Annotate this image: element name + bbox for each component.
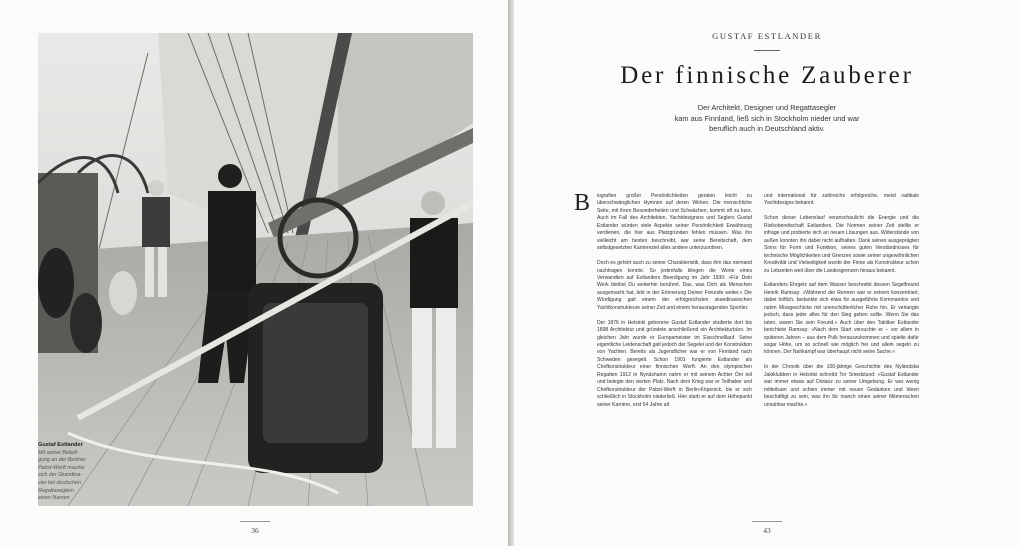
body-paragraph: Der 1876 in Helsinki geborene Gustaf Estlander studierte dort bis 1898 Architektur und gründete anschließend ein Architekturbüro. Im gleichen Jahr wurde er Europameister im Eisschnelllauf. Seine eigentliche Leidenschaft galt jedoch der Segelei und der Konstruktion von Yachten. Bereits als Jugendlicher war er von Finnland nach Schweden gesegelt. Schon 1901 fungierte Estlander als Chefkonstrukteur einer finnischen Werft. An den olympischen Regatten 1912 in Nynäshamn nahm er mit seinem Achter Örn teil und belegte den vierten Platz. Nach dem Krieg war er Teilhaber und Chefkonstrukteur der Pabst-Werft in Berlin-Köpenick, bis er sich schließlich in Stockholm niederließ. Hier starb er auf dem Höhepunkt seiner Karriere, erst 54 Jahre alt <box>597 319 752 408</box>
article-title: Der finnische Zauberer <box>620 62 914 89</box>
lead-line: Der Architekt, Designer und Regattasegler <box>697 103 837 112</box>
lead-line: beruflich auch in Deutschland aktiv. <box>709 124 825 134</box>
page-number-right: 43 <box>763 526 771 535</box>
drop-cap: B <box>574 190 591 216</box>
body-column-1 <box>597 193 752 417</box>
kicker-rule <box>754 50 780 51</box>
page-number-rule <box>752 521 782 522</box>
photo-caption <box>38 442 102 503</box>
body-paragraph: Doch es gehört auch zu seiner Charakteristik, dass ihm das niemand nachtragen konnte. So jedenfalls klingen die Worte eines Verwandten auf Estlanders Beerdigung im Jahr 1930: »Für Dein Werk bleibst Du weiterhin berühmt. Das, was Dich als Menschen ausgemacht hat, lebt in der Erinnerung Deiner Freunde weiter.« Die Würdigung galt einem der erfolgreichsten skandinavischen Yachtkonstrukteure seiner Zeit und einem herausragenden Sportler. <box>597 260 752 311</box>
body-paragraph: iografien großer Persönlichkeiten geraten leicht zu überschwänglichen Hymnen auf deren Wirken. Die menschliche Seite, mit ihren Besonderheiten und Schwächen, kommt oft zu kurz. Auch im Fall des Architekten, Yachtdesigners und Seglers Gustaf Estlander würden viele Aspekte seiner Persönlichkeit Erwähnung verdienen, die hier aus Platzgründen fehlen müssen. Was ihn vielleicht am besten beschreibt, war seine Bereitschaft, dem selbstgesetzten Karriereziel alles andere unterzuordnen. <box>597 193 752 252</box>
body-paragraph: In der Chronik über die 100-jährige Geschichte des Nyländska Jaktklubben in Helsinki schreibt Tor Smedslund: »Gustaf Estlander war immer etwas auf Distanz zu seiner Umgebung. Er war wenig mitteilsam und schien immer mit neuen Gedanken und Ideen beschäftigt zu sein, was ihn für manch einen seiner Mitmenschen unnahbar machte.« <box>764 364 919 408</box>
page-number-rule <box>240 521 270 522</box>
caption-line: Mit seiner Beteili- <box>38 449 79 456</box>
caption-line: gung an der Berliner <box>38 457 86 464</box>
caption-line: vier bei deutschen <box>38 479 81 486</box>
body-paragraph: und international für zahlreiche erfolgreiche, meist radikale Yachtdesigns bekannt. <box>764 193 919 207</box>
caption-line: Pabst-Werft machte <box>38 464 85 471</box>
sailing-yacht-photo <box>38 33 473 506</box>
body-paragraph: Schon dieser Lebenslauf veranschaulicht die Energie und die Risikobereitschaft Estlanders. Die Normen seiner Zeit stellte er infrage und probierte sich an neuen Lösungen aus. Widerstände von außen konnten ihn dabei nicht aufhalten. Dank seines ausgeprägten Sinns für Form und Funktion, seines guten Verständnisses für technische Möglichkeiten und Grenzen sowie seiner ungewöhnlichen Kreativität und Vielseitigkeit wurde der Finne als Konstrukteur schon zu Lebzeiten weit über die Landesgrenzen hinaus bekannt. <box>764 215 919 274</box>
lead-line: kam aus Finnland, ließ sich in Stockholm nieder und war <box>674 113 860 123</box>
lead-paragraph <box>656 103 878 135</box>
kicker: GUSTAF ESTLANDER <box>712 31 822 41</box>
body-column-2 <box>764 193 919 417</box>
caption-title: Gustaf Estlander <box>38 442 83 448</box>
caption-line: einen Namen <box>38 495 70 502</box>
caption-line: Regattaseglern <box>38 487 74 494</box>
body-paragraph: Estlanders Ehrgeiz auf dem Wasser beschreibt dessen Segelfreund Henrik Ramsay: »Während der Rennen war er extrem konzentriert, dabei höflich, bedankte sich etwa für ausgeführte Kommandos und nahm Missgeschicke mit unerschütterlicher Ruhe hin. Er verlangte jedoch, dass jeder alles für den Sieg geben sollte. Wenn Sie das taten, waren Sie sein Freund.« Auch über den Taktiker Estlander berichtete Ramsay: »Nach dem Start versuchte er – vor allem in späteren Jahren – aus dem Pulk herauszukommen und spielte dafür sogar Höhe, um so schnell wie möglich frei und allein segeln zu können. Der Nahkampf war überhaupt nicht seine Sache.« <box>764 282 919 356</box>
page-number-left: 36 <box>251 526 259 535</box>
caption-line: sich der Skandina- <box>38 472 82 479</box>
